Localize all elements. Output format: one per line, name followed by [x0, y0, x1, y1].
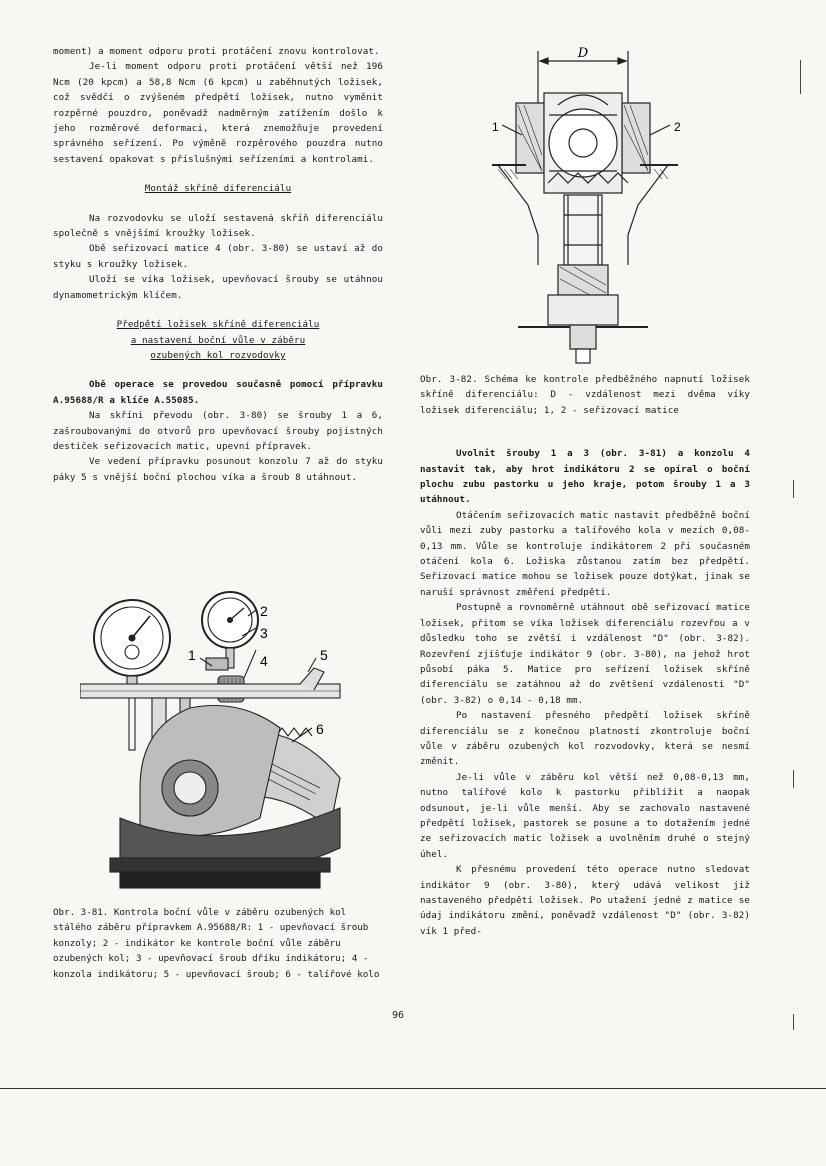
figure-caption: Obr. 3-81. Kontrola boční vůle v záběru ozubených kol stálého záběru přípravkem A.95688/R: 1 - upevňovací šroub konzoly; 2 - indikátor ke kontrole boční vůle záběru ozubených kol; 3 - upevňovací šroub dříku indikátoru; 4 - konzola indikátoru; 5 - upevňovací šroub; 6 - talířové kolo: [53, 907, 380, 980]
figure-caption: Obr. 3-82. Schéma ke kontrole předběžného napnutí ložisek skříně diferenciálu: D - vzdálenost mezi dvěma víky ložisek diferenciálu; 1, 2 - seřizovací matice: [420, 374, 750, 416]
page-number: 96: [392, 1010, 405, 1021]
part-label: 6: [316, 721, 324, 737]
scan-mark: [793, 770, 794, 788]
scan-edge-line: [0, 1088, 826, 1089]
differential-schematic-figure: [478, 45, 698, 375]
paragraph: moment) a moment odporu proti protáčení znovu kontrolovat.: [53, 46, 380, 57]
paragraph: Na rozvodovku se uloží sestavená skříň diferenciálu společně s vnějšími kroužky ložisek.: [53, 212, 383, 240]
part-label: 3: [260, 625, 268, 641]
scan-mark: [793, 480, 794, 498]
section-heading-line: Předpětí ložisek skříně diferenciálu: [116, 319, 320, 331]
paragraph: Obě seřizovací matice 4 (obr. 3-80) se ustaví až do styku s kroužky ložisek.: [53, 243, 383, 270]
part-label: 4: [260, 653, 268, 669]
paragraph: Je-li vůle v záběru kol větší než 0,08-0,13 mm, nutno talířové kolo k pastorku přiblížit a naopak odsunout, je-li vůle menší. Aby se zachovalo nastavené předpětí ložisek, pastorek se posune a to dotažením jedné ze seřizovacích matic ložisek a uvolněním druhé o stejný úhel.: [420, 771, 750, 860]
paragraph: Uvolnit šrouby 1 a 3 (obr. 3-81) a konzolu 4 nastavit tak, aby hrot indikátoru 2 se opíral o boční plochu zubu pastorku u jeho kraje, potom šrouby 1 a 3 utáhnout.: [420, 448, 750, 506]
paragraph: Po nastavení přesného předpětí ložisek skříně diferenciálu se z konečnou platností zkontroluje boční vůle v záběru ozubených kol rozvodovky, která se nesmí změnit.: [420, 710, 750, 768]
section-heading: Montáž skříně diferenciálu: [144, 183, 292, 195]
part-label: 1: [188, 647, 196, 663]
paragraph: Obě operace se provedou současně pomocí přípravku A.95688/R a klíče A.55085.: [53, 379, 383, 406]
paragraph: Uloží se víka ložisek, upevňovací šrouby se utáhnou dynamometrickým klíčem.: [53, 274, 383, 301]
scan-mark: [793, 1014, 794, 1030]
section-heading-line: a nastavení boční vůle v záběru: [130, 334, 306, 346]
backlash-check-figure: [80, 588, 360, 893]
paragraph: Na skříni převodu (obr. 3-80) se šrouby 1 a 6, zašroubovanými do otvorů pro upevňovací šrouby pojistných destiček seřizovacích matic, upevní přípravek.: [53, 410, 383, 452]
paragraph: Postupně a rovnoměrně utáhnout obě seřizovací matice ložisek, přitom se víka ložisek diferenciálu rozevřou a v důsledku toho se zvětší i vzdálenost "D" (obr. 3-82). Rozevření zjišťuje indikátor 9 (obr. 3-80), na jehož hrot působí páka 5. Matice pro seřízení ložisek skříně diferenciálu se zatáhnou až do zvětšení vzdálenosti "D" (obr. 3-82) o 0,14 - 0,18 mm.: [420, 602, 750, 706]
right-column: [420, 372, 750, 939]
section-heading-line: ozubených kol rozvodovky: [150, 349, 286, 361]
part-label: 5: [320, 647, 328, 663]
part-label: 2: [674, 120, 681, 134]
paragraph: Otáčením seřizovacích matic nastavit předběžně boční vůli mezi zuby pastorku a talířového kola v mezích 0,08-0,13 mm. Vůle se kontroluje indikátorem 2 při současném otáčení kola 6. Ložiska zůstanou zatím bez předpětí. Seřizovací matice mohou se ložisek pouze dotýkat, jinak se naruší správnost změření předpětí.: [420, 509, 750, 598]
part-label: 2: [260, 603, 268, 619]
paragraph: Ve vedení přípravku posunout konzolu 7 až do styku páky 5 s vnější boční plochou víka a šroub 8 utáhnout.: [53, 456, 383, 483]
left-column: [53, 44, 383, 485]
part-label: 1: [492, 120, 499, 134]
paragraph: Je-li moment odporu proti protáčení větší než 196 Ncm (20 kpcm) a 58,8 Ncm (6 kpcm) u zaběhnutých ložisek, což svědčí o zvýšeném předpětí ložisek, nutno vyměnit rozpěrné pouzdro, poněvadž nadměrným zatížením došlo k jeho rozměrové deformaci, která znemožňuje provedení správného seřízení. Po výměně rozpěrového pouzdra nutno sestavení opakovat s příslušnými seřízeními a kontrolami.: [53, 61, 383, 165]
paragraph: K přesnému provedení této operace nutno sledovat indikátor 9 (obr. 3-80), který udává velikost již nastaveného předpětí ložisek. Po utažení jedné z matice se údaj indikátoru změní, poněvadž vzdálenost "D" (obr. 3-82) vík 1 před-: [420, 864, 750, 937]
dimension-label-d: D: [577, 46, 589, 61]
scan-mark: [800, 60, 801, 94]
